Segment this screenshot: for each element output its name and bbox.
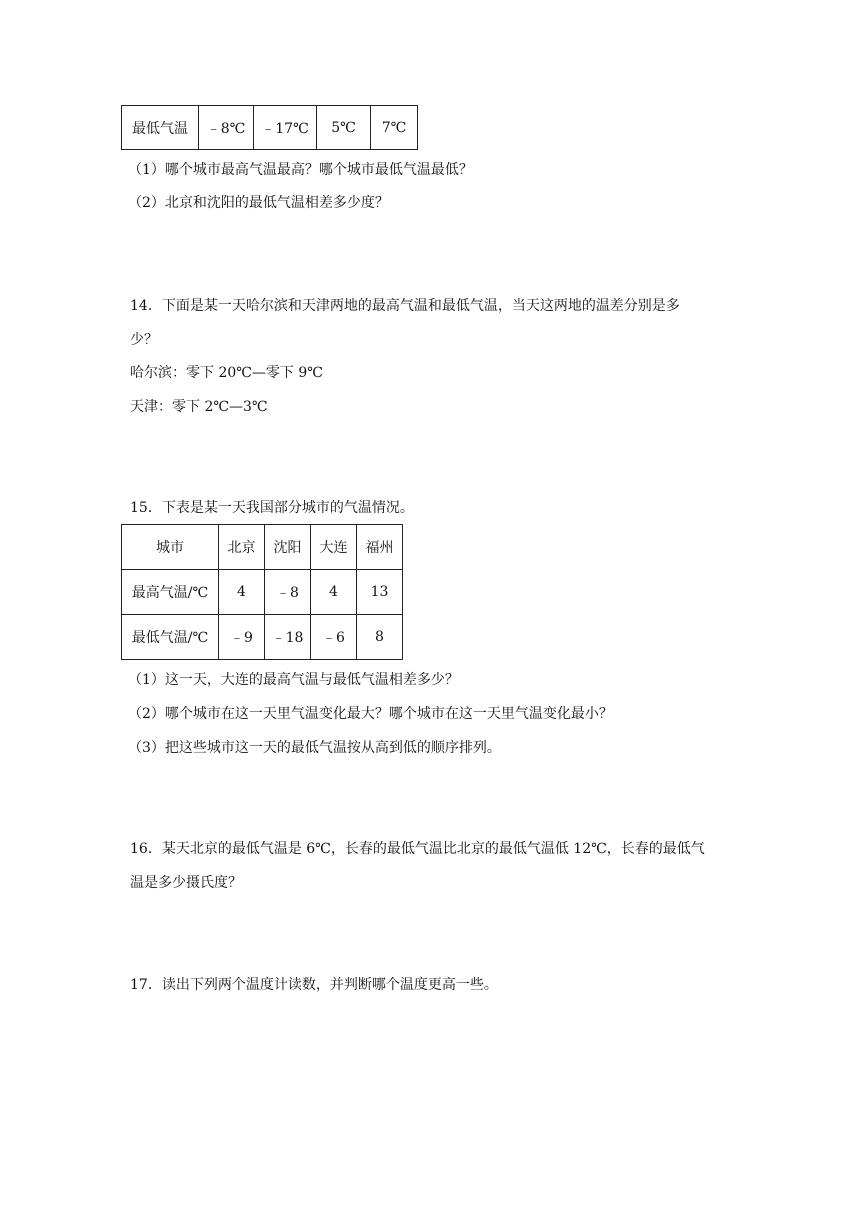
table-row bbox=[122, 570, 403, 615]
header-cell: 大连 bbox=[311, 525, 357, 570]
table-cell: ﹣6 bbox=[311, 615, 357, 660]
table-cell: 4 bbox=[311, 570, 357, 615]
row-label: 最低气温 bbox=[122, 106, 199, 150]
q15-sub1: （1）这一天，大连的最高气温与最低气温相差多少？ bbox=[128, 672, 459, 688]
q16-line1: 16．某天北京的最低气温是 6℃，长春的最低气温比北京的最低气温低 12℃，长春的最低气 bbox=[130, 841, 705, 857]
table-cell: 4 bbox=[219, 570, 265, 615]
table-cell: ﹣9 bbox=[219, 615, 265, 660]
q13-sub2: （2）北京和沈阳的最低气温相差多少度？ bbox=[128, 195, 389, 211]
q13-sub1: （1）哪个城市最高气温最高？哪个城市最低气温最低？ bbox=[128, 162, 473, 178]
q15-sub3: （3）把这些城市这一天的最低气温按从高到低的顺序排列。 bbox=[128, 740, 501, 756]
q14-harbin: 哈尔滨：零下 20℃—零下 9℃ bbox=[130, 365, 323, 381]
q17-line1: 17．读出下列两个温度计读数，并判断哪个温度更高一些。 bbox=[130, 977, 498, 993]
header-cell: 城市 bbox=[122, 525, 219, 570]
q14-tianjin: 天津：零下 2℃—3℃ bbox=[130, 399, 268, 415]
table-lowest-temp-partial bbox=[121, 105, 418, 150]
table-cell: 7℃ bbox=[371, 106, 418, 150]
q15-intro: 15．下表是某一天我国部分城市的气温情况。 bbox=[130, 500, 414, 516]
table-city-temperatures bbox=[121, 524, 403, 660]
table-cell: 8 bbox=[357, 615, 403, 660]
table-cell: 5℃ bbox=[317, 106, 371, 150]
q16-line2: 温是多少摄氏度？ bbox=[130, 875, 242, 891]
table-cell: ﹣8 bbox=[265, 570, 311, 615]
q14-line1: 14．下面是某一天哈尔滨和天津两地的最高气温和最低气温，当天这两地的温差分别是多 bbox=[130, 298, 680, 314]
q15-sub2: （2）哪个城市在这一天里气温变化最大？哪个城市在这一天里气温变化最小？ bbox=[128, 706, 613, 722]
header-cell: 福州 bbox=[357, 525, 403, 570]
table-row bbox=[122, 615, 403, 660]
table-row bbox=[122, 106, 418, 150]
row-label: 最低气温/℃ bbox=[122, 615, 219, 660]
row-label: 最高气温/℃ bbox=[122, 570, 219, 615]
header-cell: 沈阳 bbox=[265, 525, 311, 570]
q14-line2: 少？ bbox=[130, 332, 158, 348]
header-cell: 北京 bbox=[219, 525, 265, 570]
table-header-row bbox=[122, 525, 403, 570]
table-cell: ﹣18 bbox=[265, 615, 311, 660]
table-cell: 13 bbox=[357, 570, 403, 615]
table-cell: ﹣17℃ bbox=[254, 106, 317, 150]
table-cell: ﹣8℃ bbox=[199, 106, 254, 150]
